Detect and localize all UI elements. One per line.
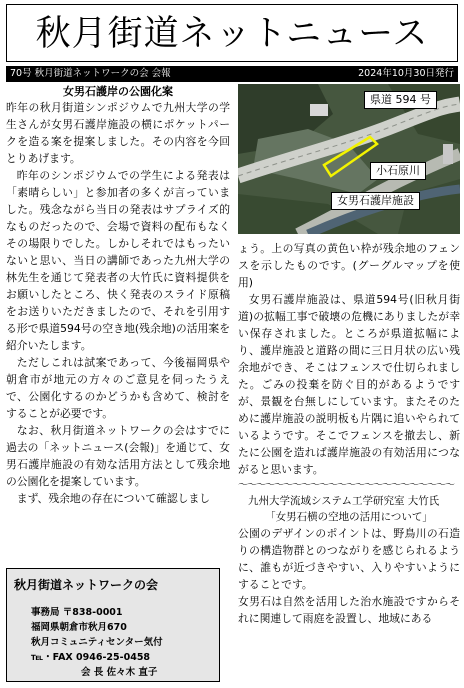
article-paragraph: まず、残余地の存在について確認しまし <box>16 492 211 505</box>
president-name: 会 長 佐々木 直子 <box>81 667 158 678</box>
office-center: 秋月コミュニティセンター気付 <box>31 637 163 648</box>
article-paragraph: 公園のデザインのポイントは、野鳥川の石造りの構造物群とのつながりを感じられるように、誰もが近づきやすい、入りやすいようにすることです。 <box>238 527 460 591</box>
office-phone: ℡・FAX 0946-25-0458 <box>31 652 151 663</box>
article-paragraph: 女男石は自然を活用した治水施設ですからそれに関連して雨庭を設置し、地域にある <box>238 595 460 625</box>
map-label-road: 県道 594 号 <box>364 91 437 109</box>
article-paragraph: ただしこれは試案であって、今後福岡県や朝倉市が地元の方々のご意見を伺ったうえで、公園化するのかどうかも含めて、検討をすることが必要です。 <box>6 356 230 420</box>
contact-box <box>6 568 220 682</box>
office-address: 福岡県朝倉市秋月670 <box>31 622 127 633</box>
map-label-river: 小石原川 <box>370 162 426 180</box>
issue-date: 2024年10月30日発行 <box>358 68 454 79</box>
issue-number: 70号 秋月街道ネットワークの会 会報 <box>10 68 171 79</box>
article-paragraph: 女男石護岸施設は、県道594号(旧秋月街道)の拡幅工事で破壊の危機にありましたが幸い保存されました。ところが県道拡幅により、護岸施設と道路の間に三日月状の広い残余地ができ、そこはフェンスで仕切られました。ごみの投棄を防ぐ目的があるようですが、景観を台無しにしています。またそのために護岸施設の説明板も片隅に追いやられているようです。そこでフェンスを撤去し、新たに公園を造れば護岸施設の有効活用につながると思います。 <box>238 293 460 476</box>
office-postal: 事務局 〒838-0001 <box>31 607 123 618</box>
article-paragraph: ょう。上の写真の黄色い枠が残余地のフェンスを示したものです。(グーグルマップを使用) <box>238 242 460 289</box>
author-line: 九州大学流域システム工学研究室 大竹氏 <box>248 495 440 507</box>
article-heading: 女男石護岸の公園化案 <box>63 85 173 98</box>
newsletter-title: 秋月街道ネットニュース <box>6 4 458 62</box>
map-label-facility: 女男石護岸施設 <box>331 192 420 210</box>
organization-name: 秋月街道ネットワークの会 <box>14 578 159 592</box>
article-paragraph: 昨年のシンポジウムでの学生による発表は「素晴らしい」と参加者の多くが言っていました。残念ながら当日の発表はサプライズ的なものだったので、会場で資料の配布もなくその場限りでした。しかしそれではもったいないと思い、当日の講師であった九州大学の林先生を通じて発表者の大竹氏に資料提供をお願いしたところ、快く発表のスライド原稿をお送りいただきましたので、それを引用する形で県道594号の空き地(残余地)の活用案を紹介いたします。 <box>6 169 230 352</box>
article-paragraph: 昨年の秋月街道シンポジウムで九州大学の学生さんが女男石護岸施設の横にポケットパークを造る案を提案しました。その内容を今回とりあげます。 <box>6 101 230 165</box>
issue-info-bar <box>6 66 458 82</box>
article-subtitle: 「女男石横の空地の活用について」 <box>265 511 433 523</box>
wave-separator: 〜〜〜〜〜〜〜〜〜〜〜〜〜〜〜〜〜〜〜〜〜〜〜〜 <box>238 480 454 491</box>
right-column <box>238 84 460 627</box>
left-column <box>6 84 230 507</box>
aerial-photo <box>238 84 460 234</box>
article-paragraph: なお、秋月街道ネットワークの会はすでに過去の「ネットニュース(会報)」を通じて、女男石護岸施設の有効な活用方法として残余地の公園化を提案しています。 <box>6 424 230 488</box>
